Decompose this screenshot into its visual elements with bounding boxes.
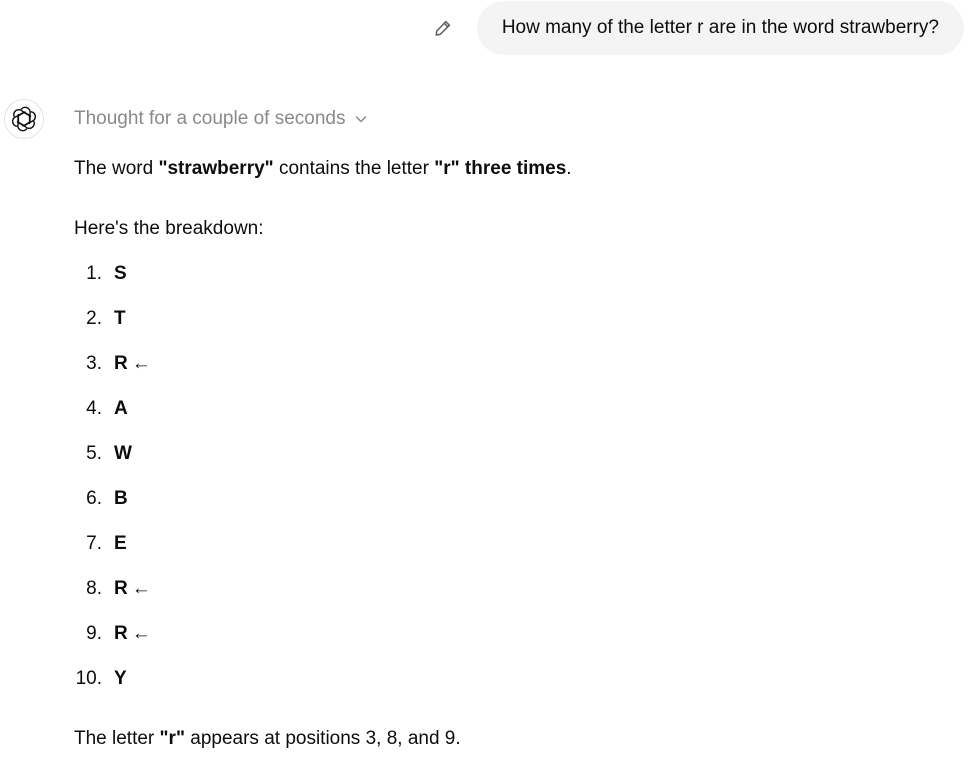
edit-message-button[interactable] <box>429 14 457 42</box>
list-number: 2. <box>86 308 102 329</box>
list-number: 1. <box>86 263 102 284</box>
list-letter: A <box>114 398 128 419</box>
conclusion-text: The letter <box>74 728 160 749</box>
answer-conclusion <box>74 728 461 750</box>
list-letter: R <box>114 353 128 374</box>
user-message-row <box>429 1 964 55</box>
thought-toggle[interactable] <box>74 108 368 130</box>
list-letter: W <box>114 443 132 464</box>
intro-text: contains the letter <box>273 158 435 179</box>
list-item <box>74 263 131 285</box>
list-number: 10. <box>75 668 102 689</box>
user-message-bubble <box>477 1 964 55</box>
list-letter: T <box>114 308 126 329</box>
list-letter: B <box>114 488 128 509</box>
breakdown-label: Here's the breakdown: <box>74 218 264 239</box>
user-message-text: How many of the letter r are in the word strawberry? <box>501 17 939 38</box>
intro-letter: "r" <box>434 158 460 179</box>
intro-word: "strawberry" <box>158 158 274 179</box>
openai-logo-icon <box>11 106 37 132</box>
list-item <box>74 668 131 690</box>
list-number: 9. <box>86 623 102 644</box>
answer-intro <box>74 158 572 180</box>
conclusion-text: appears at positions 3, 8, and 9. <box>184 728 461 749</box>
thought-label: Thought for a couple of seconds <box>74 108 346 129</box>
pencil-icon <box>433 18 453 38</box>
arrow-marker: ← <box>131 623 151 644</box>
intro-count: three times <box>464 158 567 179</box>
list-letter: E <box>114 533 127 554</box>
list-number: 8. <box>86 578 102 599</box>
list-item <box>74 533 131 555</box>
chevron-down-icon <box>354 112 368 126</box>
list-number: 7. <box>86 533 102 554</box>
list-item <box>74 443 136 465</box>
assistant-avatar <box>4 99 44 139</box>
intro-text: . <box>566 158 572 179</box>
list-number: 5. <box>86 443 102 464</box>
list-item <box>74 353 151 375</box>
list-item <box>74 398 132 420</box>
list-letter: S <box>114 263 127 284</box>
list-letter: R <box>114 578 128 599</box>
list-item <box>74 308 130 330</box>
list-item <box>74 578 151 600</box>
intro-text: The word <box>74 158 159 179</box>
arrow-marker: ← <box>131 353 151 374</box>
list-letter: R <box>114 623 128 644</box>
list-item <box>74 488 132 510</box>
list-item <box>74 623 151 645</box>
list-number: 6. <box>86 488 102 509</box>
list-letter: Y <box>114 668 127 689</box>
conclusion-letter: "r" <box>159 728 185 749</box>
list-number: 4. <box>86 398 102 419</box>
list-number: 3. <box>86 353 102 374</box>
arrow-marker: ← <box>131 578 151 599</box>
